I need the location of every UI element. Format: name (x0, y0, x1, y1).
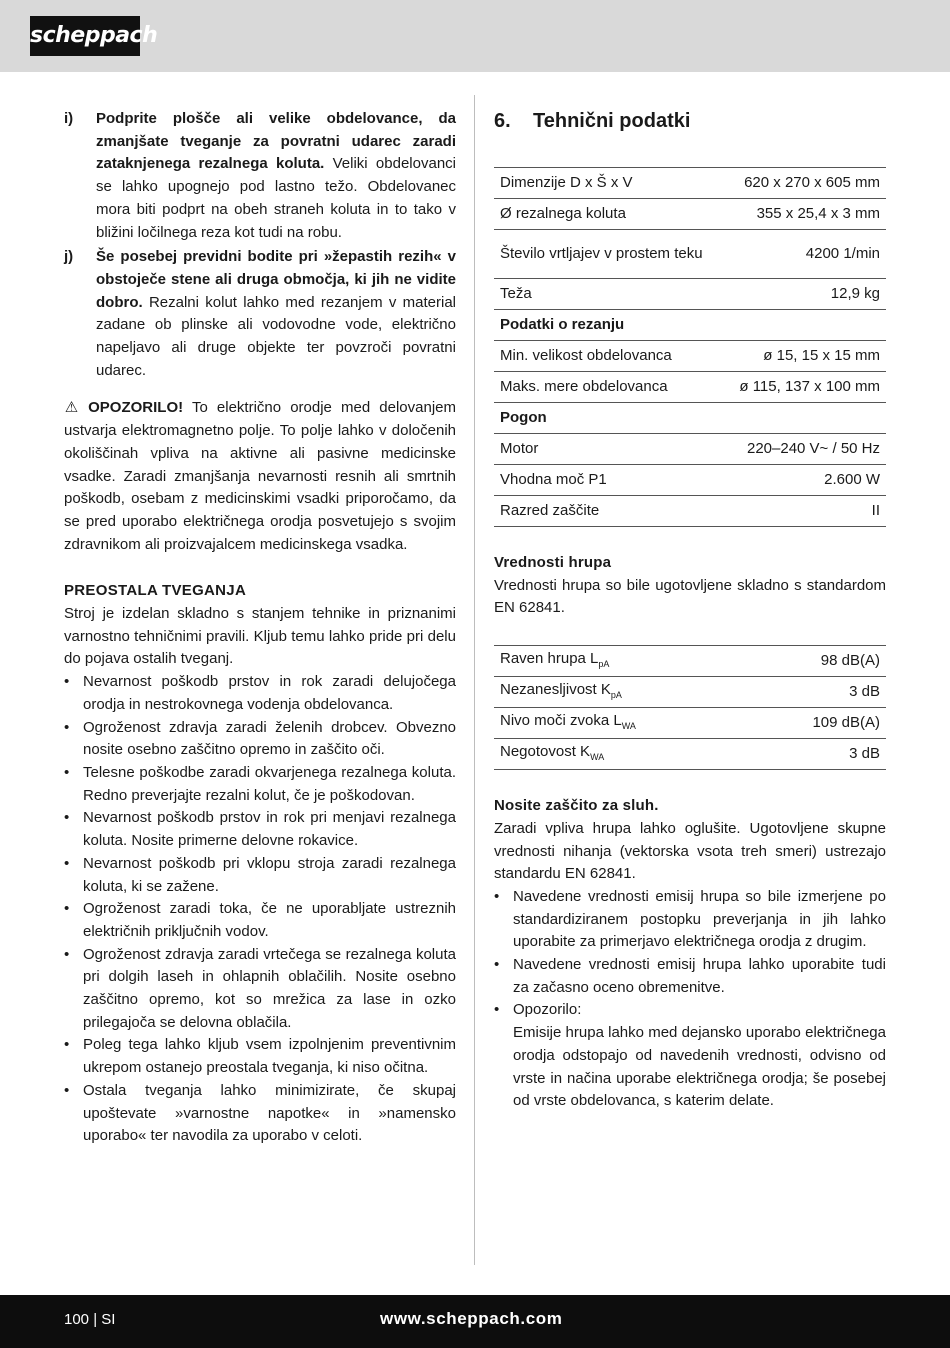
noise-label-text: Nivo moči zvoka L (500, 711, 622, 729)
spec-label: Teža (494, 279, 723, 310)
spec-value: 355 x 25,4 x 3 mm (723, 199, 886, 230)
spec-value: 620 x 270 x 605 mm (723, 168, 886, 199)
spec-value: ø 15, 15 x 15 mm (723, 341, 886, 372)
item-marker: j) (64, 248, 74, 266)
item-text: Veliki obdelovanci se lahko upognejo pod lastno težo. Obdelovanec mora biti podprt na obeh straneh koluta in to tako v bližini ločilnega reza kot tudi na robu. (96, 155, 456, 241)
table-row (494, 372, 886, 403)
list-item: • Navedene vrednosti emisij hrupa so bile izmerjene po standardiziranem postopku preverjanja in jih lahko uporabite za primerjavo električnega orodja z drugim. (494, 886, 886, 954)
spec-value: 220–240 V~ / 50 Hz (723, 434, 886, 465)
list-item: • Ogroženost zaradi toka, če ne uporabljate ustreznih električnih priključnih vodov. (64, 898, 456, 943)
spec-value: 4200 1/min (723, 230, 886, 279)
warning-paragraph (64, 397, 456, 556)
list-item: • Ostala tveganja lahko minimizirate, če skupaj upoštevate »varnostne napotke« in »namensko uporabo« ter navodila za uporabo v celoti. (64, 1080, 456, 1148)
noise-label-subscript: pA (610, 689, 622, 700)
list-item: • Ogroženost zdravja zaradi vrtečega se rezalnega koluta pri dolgih laseh in ohlapnih oblačilih. Nosite osebno zaščitno opremo, kot so mrežica za lase in ozko prilegajoča se delovna oblačila. (64, 944, 456, 1035)
spec-value: ø 115, 137 x 100 mm (723, 372, 886, 403)
table-row (494, 434, 886, 465)
spec-label: Število vrtljajev v prostem teku (494, 230, 723, 279)
noise-table (494, 645, 886, 770)
noise-label (494, 677, 749, 708)
spec-label: Min. velikost obdelovanca (494, 341, 723, 372)
scheppach-logo: scheppach (30, 16, 140, 56)
website-url: www.scheppach.com (380, 1309, 563, 1328)
table-row (494, 465, 886, 496)
section-number: 6. (494, 110, 511, 132)
safety-item-i (64, 108, 456, 244)
table-row (494, 677, 886, 708)
technical-data-table (494, 167, 886, 527)
spec-value (723, 403, 886, 434)
item-body (96, 246, 456, 382)
list-item: • Nevarnost poškodb prstov in rok zaradi delujočega orodja in nestrokovnega vodenja obdelovanca. (64, 671, 456, 716)
list-item: • Telesne poškodbe zaradi okvarjenega rezalnega koluta. Redno preverjajte rezalni kolut, če je poškodovan. (64, 762, 456, 807)
noise-value: 3 dB (749, 677, 886, 708)
table-row (494, 646, 886, 677)
noise-label-text: Negotovost K (500, 742, 591, 760)
noise-label-subscript: WA (621, 720, 636, 731)
table-row (494, 341, 886, 372)
table-row (494, 496, 886, 527)
page-footer (0, 1295, 950, 1348)
list-item: • Ogroženost zdravja zaradi želenih drobcev. Obvezno nosite osebno zaščitno opremo in zaščito oči. (64, 717, 456, 762)
hearing-protection-text: Zaradi vpliva hrupa lahko oglušite. Ugotovljene skupne vrednosti nihanja (vektorska vsota treh smeri) ustrezajo standardu EN 62841. (494, 819, 886, 883)
warning-label: OPOZORILO! (88, 399, 184, 417)
noise-label (494, 708, 749, 739)
noise-label (494, 739, 749, 770)
residual-risks-intro: Stroj je izdelan skladno s stanjem tehnike in priznanimi varnostno tehničnimi pravili. Kljub temu lahko pride pri delu do pojava ostalih tveganj. (64, 605, 456, 668)
spec-label: Razred zaščite (494, 496, 723, 527)
section-title-text: Tehnični podatki (533, 110, 691, 132)
list-item: • Poleg tega lahko kljub vsem izpolnjenim preventivnim ukrepom ostanejo preostala tveganja, ki niso očitna. (64, 1034, 456, 1079)
spec-value: II (723, 496, 886, 527)
page-number: 100 | SI (64, 1311, 116, 1328)
item-body (96, 108, 456, 244)
noise-label-subscript: WA (590, 751, 605, 762)
noise-value: 3 dB (749, 739, 886, 770)
noise-label-text: Nezanesljivost K (500, 680, 611, 698)
warning-triangle-icon: ⚠ (64, 399, 79, 417)
table-row (494, 168, 886, 199)
spec-label: Ø rezalnega koluta (494, 199, 723, 230)
spec-value: 12,9 kg (723, 279, 886, 310)
residual-risks-heading: PREOSTALA TVEGANJA (64, 582, 247, 600)
spec-value: 2.600 W (723, 465, 886, 496)
list-item: • Nevarnost poškodb pri vklopu stroja zaradi rezalnega koluta, ki se zažene. (64, 853, 456, 898)
table-subheading-row (494, 403, 886, 434)
right-column (494, 108, 886, 1113)
list-item: • Nevarnost poškodb prstov in rok pri menjavi rezalnega koluta. Nosite primerne delovne rokavice. (64, 807, 456, 852)
hearing-protection-heading: Nosite zaščito za sluh. (494, 797, 659, 815)
table-row (494, 230, 886, 279)
spec-label: Motor (494, 434, 723, 465)
page-header (0, 0, 950, 72)
noise-value: 98 dB(A) (749, 646, 886, 677)
table-subheading-row (494, 310, 886, 341)
noise-values-text: Vrednosti hrupa so bile ugotovljene skladno s standardom EN 62841. (494, 576, 886, 617)
noise-label (494, 646, 749, 677)
spec-subheading: Pogon (494, 403, 723, 434)
list-item (494, 999, 886, 1113)
hearing-warning-label: Opozorilo: (513, 1001, 582, 1019)
table-row (494, 279, 886, 310)
column-divider (474, 95, 475, 1265)
warning-text: To električno orodje med delovanjem ustvarja elektromagnetno polje. To polje lahko v določenih okoliščinah vpliva na aktivne ali pasivne medicinske vsadke. Zaradi zmanjšanja nevarnosti resnih ali smrtnih poškodb, osebam z medicinskimi vsadki priporočamo, da se pred uporabo električnega orodja posvetujejo s svojim zdravnikom ali proizvajalcem medicinskega vsadka. (64, 399, 456, 553)
spec-label: Vhodna moč P1 (494, 465, 723, 496)
table-row (494, 739, 886, 770)
section-title (494, 109, 886, 133)
item-bold-text: Podprite plošče ali velike obdelovance, da zmanjšate tveganje za povratni udarec zaradi zataknjenega rezalnega koluta. (96, 110, 456, 173)
noise-value: 109 dB(A) (749, 708, 886, 739)
noise-label-subscript: pA (598, 658, 610, 669)
item-text: Rezalni kolut lahko med rezanjem v material zadane ob plinske ali vodovodne vode, električno napeljavo ali druge objekte ter povzroči povratni udarec. (96, 293, 456, 379)
hearing-list (494, 886, 886, 1113)
spec-subheading: Podatki o rezanju (494, 310, 723, 341)
item-marker: i) (64, 110, 74, 127)
hearing-warning-text: Emisije hrupa lahko med dejansko uporabo električnega orodja odstopajo od navedenih vrednosti, odvisno od vrste in načina uporabe električnega orodja; še posebej od vrste obdelovanca, s katerim delate. (513, 1024, 886, 1110)
noise-label-text: Raven hrupa L (500, 649, 599, 667)
spec-label: Dimenzije D x Š x V (494, 168, 723, 199)
spec-value (723, 310, 886, 341)
item-bold-text: Še posebej previdni bodite pri »žepastih rezih« v obstoječe stene ali druga območja, ki jih ne vidite dobro. (96, 248, 456, 311)
noise-values-heading: Vrednosti hrupa (494, 554, 612, 571)
residual-risks-list (64, 671, 456, 1148)
table-row (494, 708, 886, 739)
spec-label: Maks. mere obdelovanca (494, 372, 723, 403)
safety-item-j (64, 246, 456, 382)
list-item: • Navedene vrednosti emisij hrupa lahko uporabite tudi za začasno oceno obremenitve. (494, 954, 886, 999)
left-column (64, 108, 456, 1148)
table-row (494, 199, 886, 230)
